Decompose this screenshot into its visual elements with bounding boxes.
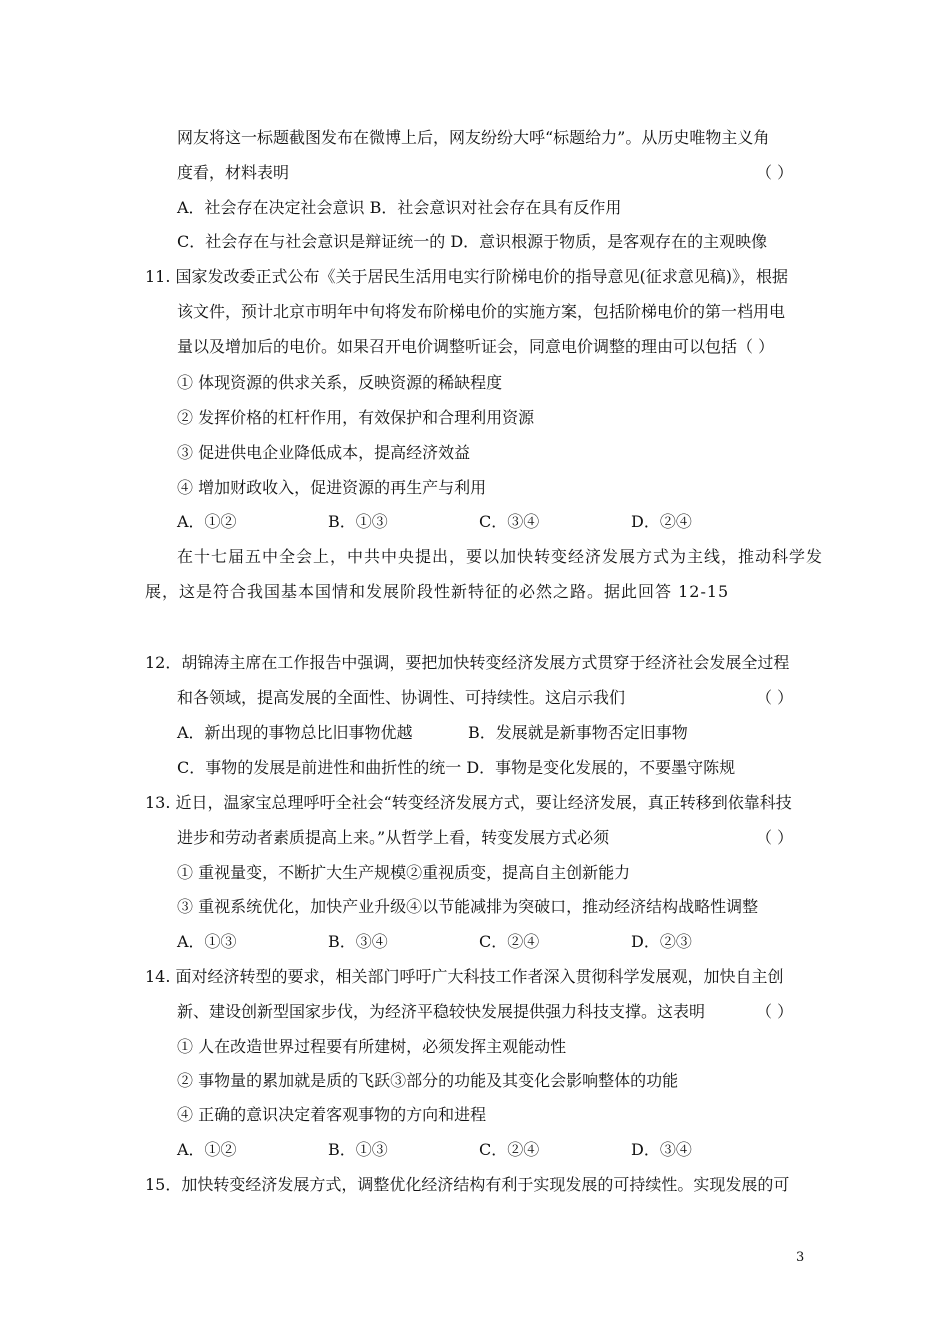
q12-option-b: B．发展就是新事物否定旧事物 [468, 723, 688, 742]
q10-stem-line-1: 网友将这一标题截图发布在微博上后，网友纷纷大呼“标题给力”。从历史唯物主义角 [177, 128, 770, 147]
q11-stem-line-3: 量以及增加后的电价。如果召开电价调整听证会，同意电价调整的理由可以包括（ ） [177, 337, 775, 356]
q14-option-d: D．③④ [631, 1140, 692, 1159]
q13-option-a: A．①③ [177, 932, 237, 951]
q14-option-a: A．①② [177, 1140, 237, 1159]
q11-item-2: ② 发挥价格的杠杆作用，有效保护和合理利用资源 [177, 408, 535, 427]
q12-stem-line-1: 12．胡锦涛主席在工作报告中强调，要把加快转变经济发展方式贯穿于经济社会发展全过程 [145, 653, 790, 672]
q14-item-2: ② 事物量的累加就是质的飞跃③部分的功能及其变化会影响整体的功能 [177, 1071, 679, 1090]
q12-stem-line-2: 和各领域，提高发展的全面性、协调性、可持续性。这启示我们 [177, 688, 626, 707]
q14-stem-line-1: 14. 面对经济转型的要求，相关部门呼吁广大科技工作者深入贯彻科学发展观，加快自主创 [145, 967, 784, 986]
q13-item-2: ③ 重视系统优化，加快产业升级④以节能减排为突破口，推动经济结构战略性调整 [177, 897, 759, 916]
passage-line-1: 在十七届五中全会上，中共中央提出，要以加快转变经济发展方式为主线，推动科学发 [177, 547, 824, 566]
q11-item-4: ④ 增加财政收入，促进资源的再生产与利用 [177, 478, 487, 497]
q11-stem-line-1: 11. 国家发改委正式公布《关于居民生活用电实行阶梯电价的指导意见(征求意见稿)》，根据 [145, 267, 789, 286]
q10-stem-line-2: 度看，材料表明 [177, 163, 290, 182]
q11-option-a: A．①② [177, 512, 237, 531]
q13-stem-line-2: 进步和劳动者素质提高上来。”从哲学上看，转变发展方式必须 [177, 828, 610, 847]
q15-stem-line-1: 15．加快转变经济发展方式，调整优化经济结构有利于实现发展的可持续性。实现发展的可 [145, 1175, 790, 1194]
q11-item-1: ① 体现资源的供求关系，反映资源的稀缺程度 [177, 373, 503, 392]
passage-line-2: 展，这是符合我国基本国情和发展阶段性新特征的必然之路。据此回答 12-15 [145, 582, 730, 601]
q13-option-b: B．③④ [328, 932, 388, 951]
q14-item-1: ① 人在改造世界过程要有所建树，必须发挥主观能动性 [177, 1037, 567, 1056]
q12-option-a: A．新出现的事物总比旧事物优越 [177, 723, 413, 742]
q13-answer-paren: （ ） [756, 828, 794, 847]
q10-options-ab: A．社会存在决定社会意识 B．社会意识对社会存在具有反作用 [177, 198, 622, 217]
q10-answer-paren: （ ） [756, 163, 794, 182]
q11-item-3: ③ 促进供电企业降低成本，提高经济效益 [177, 443, 471, 462]
page-number: 3 [796, 1250, 805, 1265]
q11-option-c: C．③④ [479, 512, 540, 531]
q11-stem-line-2: 该文件，预计北京市明年中旬将发布阶梯电价的实施方案，包括阶梯电价的第一档用电 [177, 302, 786, 321]
q12-answer-paren: （ ） [756, 688, 794, 707]
q11-option-b: B．①③ [328, 512, 388, 531]
q12-options-cd: C．事物的发展是前进性和曲折性的统一 D．事物是变化发展的，不要墨守陈规 [177, 758, 736, 777]
q13-option-c: C．②④ [479, 932, 540, 951]
q10-options-cd: C．社会存在与社会意识是辩证统一的 D．意识根源于物质，是客观存在的主观映像 [177, 232, 768, 251]
q14-option-c: C．②④ [479, 1140, 540, 1159]
q13-option-d: D．②③ [631, 932, 692, 951]
q14-option-b: B．①③ [328, 1140, 388, 1159]
q14-stem-line-2: 新、建设创新型国家步伐，为经济平稳较快发展提供强力科技支撑。这表明 [177, 1002, 706, 1021]
q11-option-d: D．②④ [631, 512, 692, 531]
q13-stem-line-1: 13. 近日，温家宝总理呼吁全社会“转变经济发展方式，要让经济发展，真正转移到依靠科技 [145, 793, 792, 812]
q14-answer-paren: （ ） [756, 1002, 794, 1021]
q14-item-3: ④ 正确的意识决定着客观事物的方向和进程 [177, 1105, 487, 1124]
q13-item-1: ① 重视量变，不断扩大生产规模②重视质变，提高自主创新能力 [177, 863, 631, 882]
